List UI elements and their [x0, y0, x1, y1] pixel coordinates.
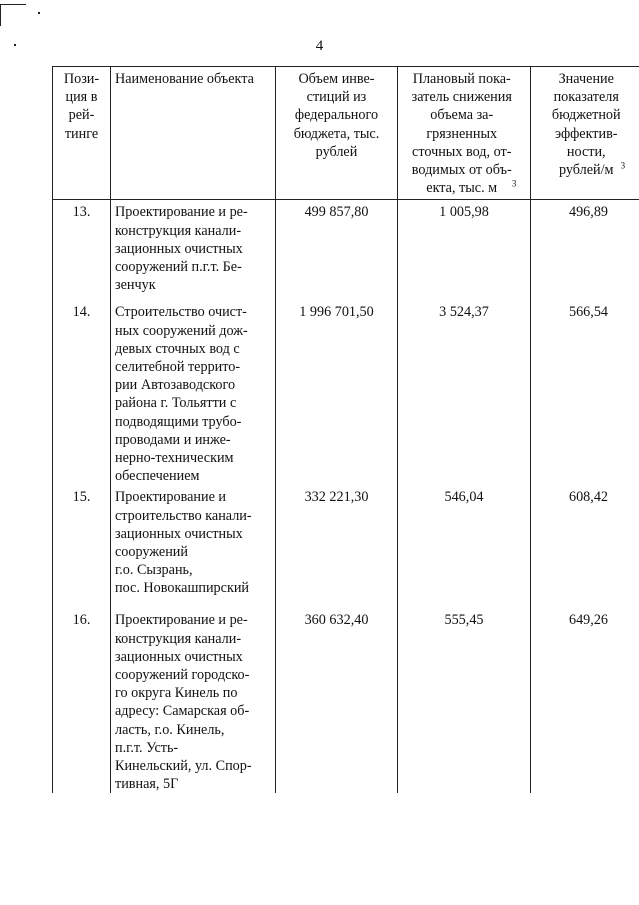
- row-reduction: 555,45: [398, 608, 531, 793]
- row-reduction: 1 005,98: [398, 200, 531, 301]
- header-investment: Объем инве- стиций из федерального бюджета, тыс. рублей: [276, 67, 398, 200]
- row-efficiency: 566,54: [531, 300, 639, 485]
- page-number: 4: [315, 38, 324, 54]
- row-investment: 360 632,40: [276, 608, 398, 793]
- header-efficiency: Значение показателя бюджетной эффектив- ности, рублей/м $^3$: [531, 67, 639, 200]
- row-investment: 1 996 701,50: [276, 300, 398, 485]
- row-position: 15.: [53, 485, 111, 608]
- table-header-row: [53, 67, 639, 200]
- scan-mark-left: [0, 4, 1, 26]
- row-object-name: Строительство очист- ных сооружений дож- девых сточных вод с селитебной террито- рии Автозаводского района г. Тольятти с подводящими трубо- проводами и инже- нерно-техническим обеспечением: [111, 300, 276, 485]
- row-object-name: Проектирование и ре- конструкция канали- зационных очистных сооружений п.г.т. Бе- зенчук: [111, 200, 276, 301]
- unit-superscript: 3: [620, 160, 626, 171]
- rating-table: [52, 66, 639, 793]
- table-row: [53, 300, 639, 485]
- row-object-name: Проектирование и ре- конструкция канали- зационных очистных сооружений городско- го округа Кинель по адресу: Самарская об- ласть, г.о. Кинель, п.г.т. Усть- Кинельский, ул. Спор- тивная, 5Г: [111, 608, 276, 793]
- unit-superscript: 3: [511, 178, 517, 189]
- header-object-name: Наименование объекта: [111, 67, 276, 200]
- scan-mark-top: [0, 4, 26, 5]
- row-position: 14.: [53, 300, 111, 485]
- header-reduction: Плановый пока- затель снижения объема за- грязненных сточных вод, от- водимых от объ- екта, тыс. м $^3$: [398, 67, 531, 200]
- table-row: [53, 200, 639, 301]
- row-reduction: 546,04: [398, 485, 531, 608]
- header-position: Пози- ция в рей- тинге: [53, 67, 111, 200]
- row-investment: 332 221,30: [276, 485, 398, 608]
- row-efficiency: 608,42: [531, 485, 639, 608]
- row-efficiency: 496,89: [531, 200, 639, 301]
- row-position: 13.: [53, 200, 111, 301]
- scan-dot: [38, 12, 40, 14]
- row-efficiency: 649,26: [531, 608, 639, 793]
- row-object-name: Проектирование и строительство канали- зационных очистных сооружений г.о. Сызрань, пос. Новокашпирский: [111, 485, 276, 608]
- table-row: [53, 485, 639, 608]
- table-row: [53, 608, 639, 793]
- row-investment: 499 857,80: [276, 200, 398, 301]
- row-position: 16.: [53, 608, 111, 793]
- row-reduction: 3 524,37: [398, 300, 531, 485]
